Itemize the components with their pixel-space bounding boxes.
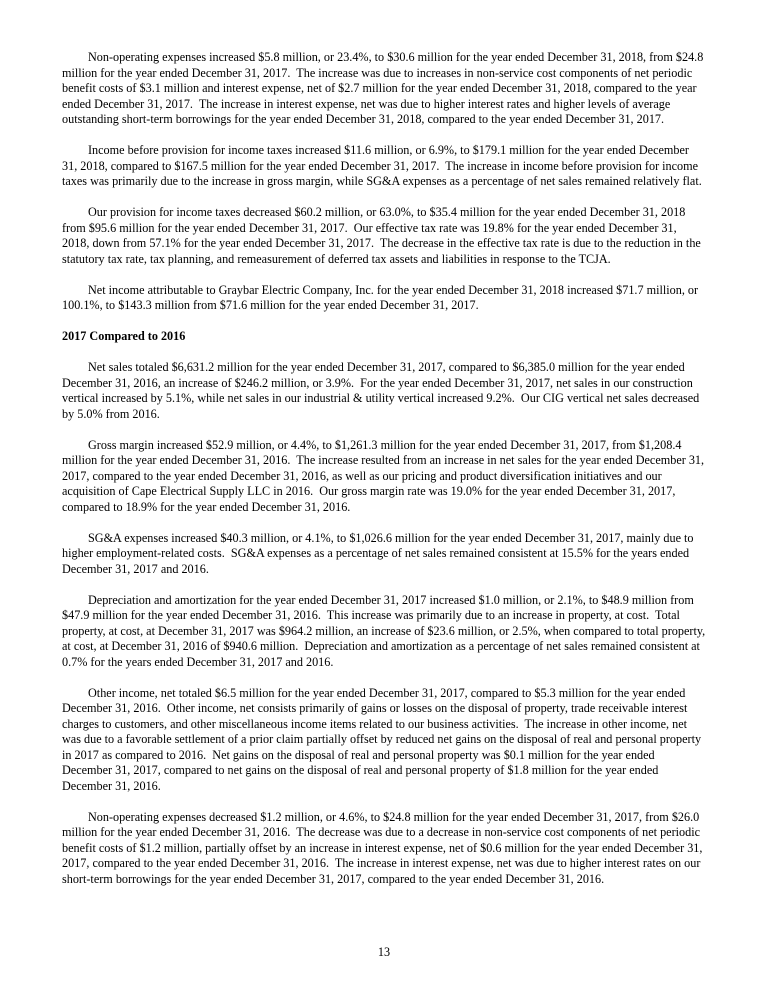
paragraph-sga-expenses-2017: SG&A expenses increased $40.3 million, or 4.1%, to $1,026.6 million for the year ended December 31, 2017, mainly due to higher employment-related costs. SG&A expenses as a percentage of net sales remained consistent at 15.5% for the years ended December 31, 2017 and 2016. xyxy=(62,530,697,576)
paragraph-non-operating-expenses-2018: Non-operating expenses increased $5.8 million, or 23.4%, to $30.6 million for the year ended December 31, 2018, from $24.8 million for the year ended December 31, 2017. The increase was due to increases in non-service cost components of net periodic benefit costs of $3.1 million and interest expense, net of $2.7 million for the year ended December 31, 2018, compared to the year ended December 31, 2017. The increase in interest expense, net was due to higher interest rates and higher levels of average outstanding short-term borrowings for the year ended December 31, 2018, compared to the year ended December 31, 2017. xyxy=(62,50,707,126)
paragraph-depreciation-amortization-2017: Depreciation and amortization for the year ended December 31, 2017 increased $1.0 million, or 2.1%, to $48.9 million from $47.9 million for the year ended December 31, 2016. This increase was primarily due to an increase in property, at cost. Total property, at cost, at December 31, 2017 was $964.2 million, an increase of $23.6 million, or 2.5%, when compared to total property, at cost, at December 31, 2016 of $940.6 million. Depreciation and amortization as a percentage of net sales remained consistent at 0.7% for the years ended December 31, 2017 and 2016. xyxy=(62,592,709,669)
paragraph-gross-margin-2017: Gross margin increased $52.9 million, or 4.4%, to $1,261.3 million for the year ended December 31, 2017, from $1,208.4 million for the year ended December 31, 2016. The increase resulted from an increase in net sales for the year ended December 31, 2017, compared to the year ended December 31, 2016, as well as our pricing and product diversification initiatives and our acquisition of Cape Electrical Supply LLC in 2016. Our gross margin rate was 19.0% for the year ended December 31, 2017, compared to 18.9% for the year ended December 31, 2016. xyxy=(62,437,708,514)
paragraph-non-operating-expenses-2017: Non-operating expenses decreased $1.2 million, or 4.6%, to $24.8 million for the year ended December 31, 2017, from $26.0 million for the year ended December 31, 2016. The decrease was due to a decrease in non-service cost components of net periodic benefit costs of $1.2 million, partially offset by an increase in interest expense, net of $0.6 million for the year ended December 31, 2017, compared to the year ended December 31, 2016. The increase in interest expense, net was due to higher interest rates on our short-term borrowings for the year ended December 31, 2017, compared to the year ended December 31, 2016. xyxy=(62,809,706,886)
paragraph-net-income-2018: Net income attributable to Graybar Electric Company, Inc. for the year ended December 31, 2018 increased $71.7 million, or 100.1%, to $143.3 million from $71.6 million for the year ended December 31, 2017. xyxy=(62,282,702,312)
paragraph-income-before-taxes-2018: Income before provision for income taxes increased $11.6 million, or 6.9%, to $179.1 million for the year ended December 31, 2018, compared to $167.5 million for the year ended December 31, 2017. The increase in income before provision for income taxes was primarily due to the increase in gross margin, while SG&A expenses as a percentage of net sales remained relatively flat. xyxy=(62,143,702,188)
paragraph-net-sales-2017: Net sales totaled $6,631.2 million for the year ended December 31, 2017, compared to $6,385.0 million for the year ended December 31, 2016, an increase of $246.2 million, or 3.9%. For the year ended December 31, 2017, net sales in our construction vertical increased by 5.1%, while net sales in our industrial & utility vertical increased 9.2%. Our CIG vertical net sales decreased by 5.0% from 2016. xyxy=(62,360,703,421)
paragraph-other-income-2017: Other income, net totaled $6.5 million for the year ended December 31, 2017, compared to $5.3 million for the year ended December 31, 2016. Other income, net consists primarily of gains or losses on the disposal of property, trade receivable interest charges to customers, and other miscellaneous income items related to our business activities. The increase in other income, net was due to a favorable settlement of a prior claim partially offset by reduced net gains on the disposal of real and personal property in 2017 as compared to 2016. Net gains on the disposal of real and personal property was $0.1 million for the year ended December 31, 2017, compared to net gains on the disposal of real and personal property of $1.8 million for the year ended December 31, 2016. xyxy=(62,685,705,793)
section-heading-2017-vs-2016: 2017 Compared to 2016 xyxy=(62,329,186,343)
paragraph-provision-income-taxes-2018: Our provision for income taxes decreased $60.2 million, or 63.0%, to $35.4 million for the year ended December 31, 2018 from $95.6 million for the year ended December 31, 2017. Our effective tax rate was 19.8% for the year ended December 31, 2018, down from 57.1% for the year ended December 31, 2017. The decrease in the effective tax rate is due to the reduction in the statutory tax rate, tax planning, and remeasurement of deferred tax assets and liabilities in response to the TCJA. xyxy=(62,205,704,266)
page-number: 13 xyxy=(377,944,391,959)
